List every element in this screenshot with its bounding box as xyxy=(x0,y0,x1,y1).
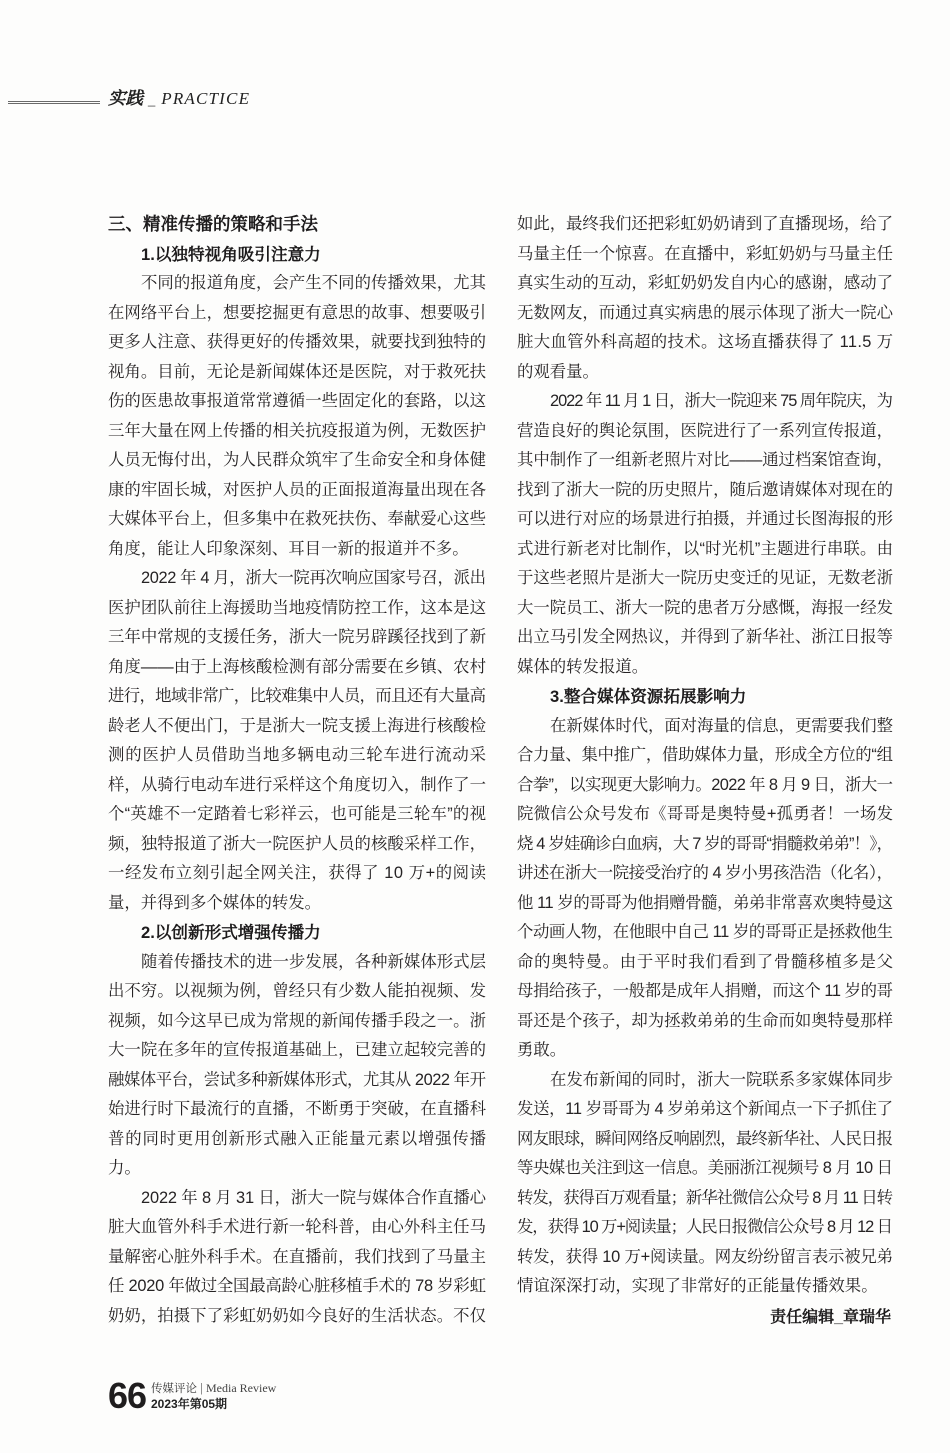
paragraph xyxy=(108,269,486,564)
text-line: 三年中常规的支援任务，浙大一院另辟蹊径找到了新 xyxy=(108,628,487,646)
text-line: 三年大量在网上传播的相关抗疫报道为例，无数医护 xyxy=(108,421,487,440)
text-line: 媒体的转发报道。 xyxy=(517,657,649,676)
text-line: 大媒体平台上，但多集中在救死扶伤、奉献爱心这些 xyxy=(108,510,487,528)
text-line: 更多人注意、获得更好的传播效果，就要找到独特的 xyxy=(108,333,487,351)
text-line: 融媒体平台，尝试多种新媒体形式，尤其从 2022 年开 xyxy=(108,1070,486,1089)
text-line: 在发布新闻的同时，浙大一院联系多家媒体同步 xyxy=(550,1070,893,1089)
header-rule xyxy=(8,101,100,104)
text-line: 2022 年 4 月，浙大一院再次响应国家号召，派出 xyxy=(141,569,486,587)
text-line: 在网络平台上，想要挖掘更有意思的故事、想要吸引 xyxy=(108,303,487,322)
text-line: 角度，能让人印象深刻、耳目一新的报道并不多。 xyxy=(108,539,469,558)
running-header xyxy=(108,87,250,109)
text-line: 出不穷。以视频为例，曾经只有少数人能拍视频、发 xyxy=(108,982,487,1000)
text-line: 量解密心脏外科手术。在直播前，我们找到了马量主 xyxy=(108,1247,487,1266)
paragraph xyxy=(517,712,893,1066)
text-line: 讲述在浙大一院接受治疗的 4 岁小男孩浩浩（化名）， xyxy=(517,864,893,882)
text-line: 在新媒体时代，面对海量的信息，更需要我们整 xyxy=(550,716,893,735)
text-line: 马量主任一个惊喜。在直播中，彩虹奶奶与马量主任 xyxy=(517,244,893,263)
text-line: 随着传播技术的进一步发展，各种新媒体形式层 xyxy=(141,952,487,971)
magazine-name xyxy=(151,1381,276,1396)
subsection-heading: 1.以独特视角吸引注意力 xyxy=(141,244,321,264)
text-line: 2022 年 8 月 31 日，浙大一院与媒体合作直播心 xyxy=(141,1188,486,1207)
section-label-cn: 实践 xyxy=(108,88,143,108)
section-label-en: PRACTICE xyxy=(161,89,251,108)
text-line: 网友眼球，瞬间网络反响剧烈，最终新华社、人民日报 xyxy=(517,1129,893,1148)
right-column xyxy=(517,210,893,1302)
text-line: 可以进行对应的场景进行拍摄，并通过长图海报的形 xyxy=(517,510,893,528)
text-line: 转发，获得百万观看量；新华社微信公众号 8 月 11 日转 xyxy=(517,1188,892,1207)
text-line: 量，并得到多个媒体的转发。 xyxy=(108,893,322,912)
magazine-divider: | xyxy=(200,1383,203,1395)
text-line: 勇敢。 xyxy=(517,1041,567,1059)
paragraph xyxy=(108,1184,486,1332)
text-line: 人员无悔付出，为人民群众筑牢了生命安全和身体健 xyxy=(108,451,487,469)
text-line: 找到了浙大一院的历史照片，随后邀请媒体对现在的 xyxy=(517,480,893,499)
text-line: 视角。目前，无论是新闻媒体还是医院，对于救死扶 xyxy=(108,362,487,381)
text-line: 个动画人物，在他眼中自己 11 岁的哥哥正是拯救他生 xyxy=(517,923,893,941)
section-heading: 三、精准传播的策略和手法 xyxy=(108,214,318,234)
text-line: 真实生动的互动，彩虹奶奶发自内心的感谢，感动了 xyxy=(517,274,893,292)
left-column xyxy=(108,210,486,1331)
text-line: 其中制作了一组新老照片对比——通过档案馆查询， xyxy=(517,451,893,469)
paragraph xyxy=(517,210,893,387)
text-line: 母捐给孩子，一般都是成年人捐赠，而这个 11 岁的哥 xyxy=(517,982,893,1000)
text-line: 龄老人不便出门，于是浙大一院支援上海进行核酸检 xyxy=(108,716,487,735)
text-line: 合拳”，以实现更大影响力。2022 年 8 月 9 日，浙大一 xyxy=(517,775,893,794)
text-line: 烧 4 岁娃确诊白血病，大 7 岁的哥哥“捐髓救弟弟”！》， xyxy=(517,834,893,853)
text-line: 任 2020 年做过全国最高龄心脏移植手术的 78 岁彩虹 xyxy=(108,1277,486,1295)
text-line: 等央媒也关注到这一信息。美丽浙江视频号 8 月 10 日 xyxy=(517,1159,893,1177)
text-line: 式进行新老对比制作，以“时光机”主题进行串联。由 xyxy=(517,539,894,558)
subsection-heading: 2.以创新形式增强传播力 xyxy=(141,923,321,942)
text-line: 命的奥特曼。由于平时我们看到了骨髓移植多是父 xyxy=(517,952,894,971)
text-line: 伤的医患故事报道常常遵循一些固定化的套路，以这 xyxy=(108,392,487,410)
text-line: 个“英雄不一定踏着七彩祥云，也可能是三轮车”的视 xyxy=(108,805,487,823)
text-line: 营造良好的舆论氛围，医院进行了一系列宣传报道， xyxy=(517,421,893,440)
paragraph xyxy=(517,1066,893,1302)
paragraph xyxy=(108,948,486,1184)
text-line: 角度——由于上海核酸检测有部分需要在乡镇、农村 xyxy=(108,657,487,676)
page-number: 66 xyxy=(108,1375,147,1416)
text-line: 他 11 岁的哥哥为他捐赠骨髓，弟弟非常喜欢奥特曼这 xyxy=(517,893,893,912)
text-line: 样，从骑行电动车进行采样这个角度切入，制作了一 xyxy=(108,775,487,794)
text-line: 一经发布立刻引起全网关注，获得了 10 万+的阅读 xyxy=(108,864,487,882)
magazine-name-cn: 传媒评论 xyxy=(151,1383,197,1395)
text-line: 转发，获得 10 万+阅读量。网友纷纷留言表示被兄弟 xyxy=(517,1247,893,1266)
text-line: 大一院员工、浙大一院的患者万分感慨，海报一经发 xyxy=(517,598,893,617)
text-line: 普的同时更用创新形式融入正能量元素以增强传播 xyxy=(108,1129,487,1148)
text-line: 情谊深深打动，实现了非常好的正能量传播效果。 xyxy=(517,1277,878,1295)
editor-credit: 责任编辑_章瑞华 xyxy=(770,1309,891,1326)
text-line: 出立马引发全网热议，并得到了新华社、浙江日报等 xyxy=(517,628,893,646)
text-line: 院微信公众号发布《哥哥是奥特曼+孤勇者！一场发 xyxy=(517,805,894,823)
subsection-heading: 3.整合媒体资源拓展影响力 xyxy=(550,687,747,706)
text-line: 脏大血管外科手术进行新一轮科普，由心外科主任马 xyxy=(108,1218,487,1236)
text-line: 频，独特报道了浙大一院医护人员的核酸采样工作， xyxy=(108,834,487,853)
text-line: 合力量、集中推广，借助媒体力量，形成全方位的“组 xyxy=(517,746,893,764)
text-line: 发送，11 岁哥哥为 4 岁弟弟这个新闻点一下子抓住了 xyxy=(517,1100,893,1118)
text-line: 测的医护人员借助当地多辆电动三轮车进行流动采 xyxy=(108,746,487,764)
text-line: 奶奶，拍摄下了彩虹奶奶如今良好的生活状态。不仅 xyxy=(108,1306,487,1325)
text-line: 哥还是个孩子，却为拯救弟弟的生命而如奥特曼那样 xyxy=(517,1011,893,1030)
text-line: 大一院在多年的宣传报道基础上，已建立起较完善的 xyxy=(108,1041,487,1059)
issue-number: 2023年第05期 xyxy=(151,1397,228,1411)
magazine-name-en: Media Review xyxy=(206,1381,277,1395)
paragraph xyxy=(108,564,486,918)
text-line: 的观看量。 xyxy=(517,362,599,381)
text-line: 不同的报道角度，会产生不同的传播效果，尤其 xyxy=(141,274,487,292)
text-line: 进行，地域非常广，比较难集中人员，而且还有大量高 xyxy=(108,687,486,705)
text-line: 力。 xyxy=(108,1159,141,1177)
text-line: 无数网友，而通过真实病患的展示体现了浙大一院心 xyxy=(517,303,893,322)
text-line: 于这些老照片是浙大一院历史变迁的见证，无数老浙 xyxy=(517,569,893,587)
text-line: 始进行时下最流行的直播，不断勇于突破，在直播科 xyxy=(108,1100,487,1118)
text-line: 视频，如今这早已成为常规的新闻传播手段之一。浙 xyxy=(108,1011,487,1030)
text-line: 脏大血管外科高超的技术。这场直播获得了 11.5 万 xyxy=(517,333,894,351)
text-line: 2022 年 11 月 1 日，浙大一院迎来 75 周年院庆，为 xyxy=(550,392,892,410)
text-line: 康的牢固长城，对医护人员的正面报道海量出现在各 xyxy=(108,480,487,499)
section-separator: _ xyxy=(148,92,156,107)
text-line: 医护团队前往上海援助当地疫情防控工作，这本是这 xyxy=(108,598,487,617)
paragraph xyxy=(517,387,893,682)
text-line: 如此，最终我们还把彩虹奶奶请到了直播现场，给了 xyxy=(517,215,893,233)
text-line: 发，获得 10 万+阅读量；人民日报微信公众号 8 月 12 日 xyxy=(517,1218,892,1236)
